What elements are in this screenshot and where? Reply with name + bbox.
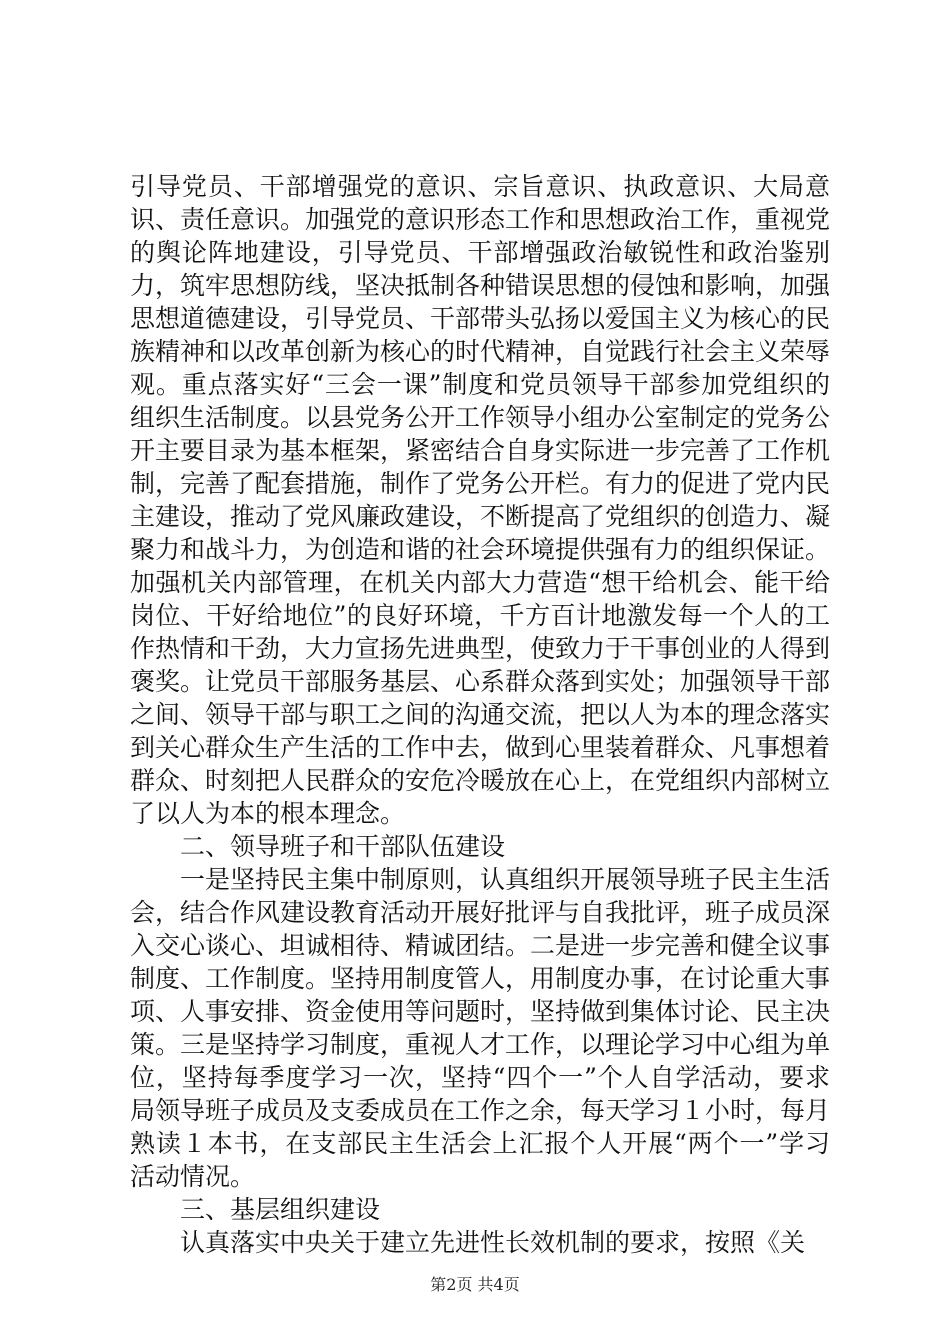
page-footer: 第2页 共4页 [430,1275,520,1294]
paragraph-grassroots: 认真落实中央关于建立先进性长效机制的要求，按照《关 [180,1228,806,1257]
document-body [130,170,830,1259]
paragraph-leadership: 一是坚持民主集中制原则，认真组织开展领导班子民主生活会，结合作风建设教育活动开展好批评与自我批评，班子成员深入交心谈心、坦诚相待、精诚团结。二是进一步完善和健全议事制度、工作制度。坚持用制度管人，用制度办事，在讨论重大事项、人事安排、资金使用等问题时，坚持做到集体讨论、民主决策。三是坚持学习制度，重视人才工作，以理论学习中心组为单位，坚持每季度学习一次，坚持“四个一”个人自学活动，要求局领导班子成员及支委成员在工作之余，每天学习１小时，每月熟读１本书，在支部民主生活会上汇报个人开展“两个一”学习活动情况。 [130,865,831,1191]
section-heading-grassroots: 三、基层组织建设 [180,1195,381,1224]
paragraph-party-ideology: 引导党员、干部增强党的意识、宗旨意识、执政意识、大局意识、责任意识。加强党的意识形态工作和思想政治工作，重视党的舆论阵地建设，引导党员、干部增强政治敏锐性和政治鉴别力，筑牢思想防线，坚决抵制各种错误思想的侵蚀和影响，加强思想道德建设，引导党员、干部带头弘扬以爱国主义为核心的民族精神和以改革创新为核心的时代精神，自觉践行社会主义荣辱观。重点落实好“三会一课”制度和党员领导干部参加党组织的组织生活制度。以县党务公开工作领导小组办公室制定的党务公开主要目录为基本框架，紧密结合自身实际进一步完善了工作机制，完善了配套措施，制作了党务公开栏。有力的促进了党内民主建设，推动了党风廉政建设，不断提高了党组织的创造力、凝聚力和战斗力，为创造和谐的社会环境提供强有力的组织保证。加强机关内部管理，在机关内部大力营造“想干给机会、能干给岗位、干好给地位”的良好环境，千方百计地激发每一个人的工作热情和干劲，大力宣扬先进典型，使致力于干事创业的人得到褒奖。让党员干部服务基层、心系群众落到实处；加强领导干部之间、领导干部与职工之间的沟通交流，把以人为本的理念落实到关心群众生产生活的工作中去，做到心里装着群众、凡事想着群众、时刻把人民群众的安危冷暖放在心上，在党组织内部树立了以人为本的根本理念。 [130,172,831,828]
section-heading-leadership: 二、领导班子和干部队伍建设 [180,832,506,861]
